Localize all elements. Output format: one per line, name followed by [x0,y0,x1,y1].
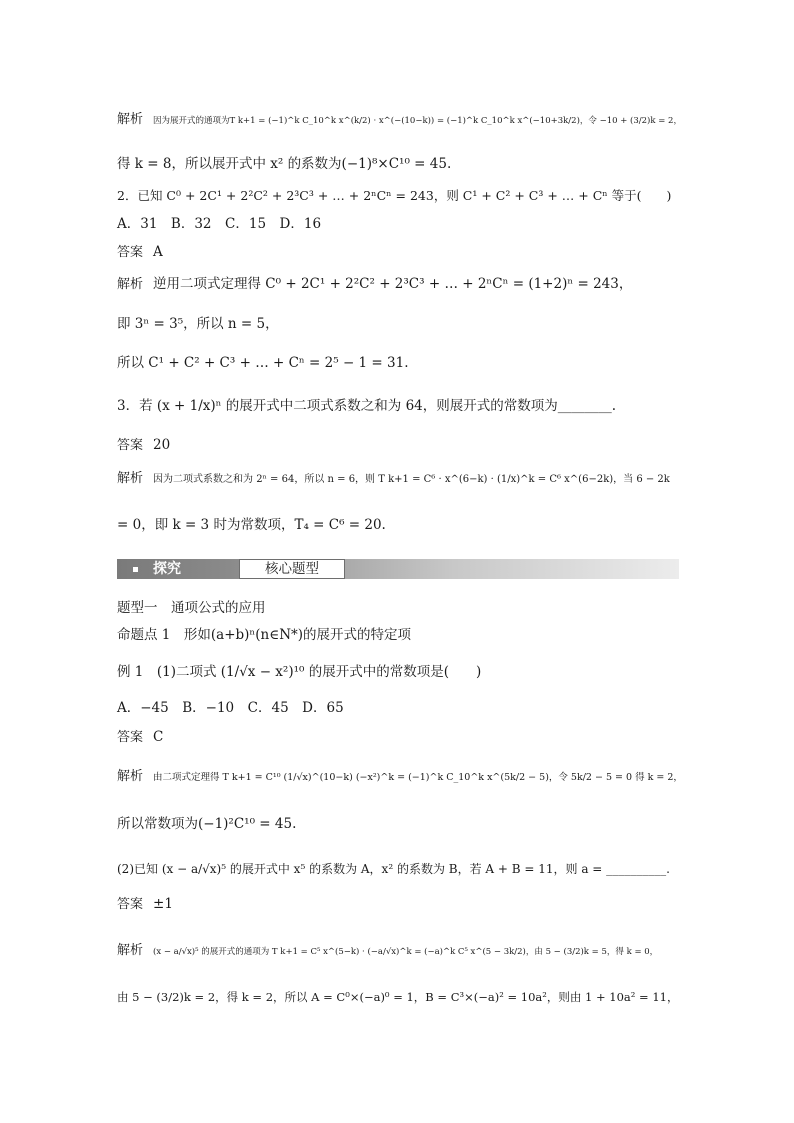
line-text: (2)已知 (x − a/√x)⁵ 的展开式中 x⁵ 的系数为 A，x² 的系数为 B，若 A + B = 11，则 a = __________. [117,862,670,876]
line-text: 得 k = 8，所以展开式中 x² 的系数为(−1)⁸×C¹⁰ = 45. [117,156,452,172]
line-text: 即 3ⁿ = 3⁵，所以 n = 5， [117,316,279,332]
line-text: A．31 B．32 C．15 D．16 [117,216,322,232]
answer-2 [117,243,687,262]
example-1-answer [117,728,687,747]
line-text: 例 1 (1)二项式 (1/√x − x²)¹⁰ 的展开式中的常数项是( ) [117,664,482,680]
topic-heading [117,599,687,617]
section-subtitle: 核心题型 [239,559,345,579]
line-label: 解析 [117,112,144,127]
line-text: A．−45 B．−10 C．45 D．65 [117,700,344,716]
line-text: = 0，即 k = 3 时为常数项，T₄ = C⁶ = 20. [117,517,386,533]
line-text: 因为二项式系数之和为 2ⁿ = 64，所以 n = 6，则 T k+1 = C⁶ · x^(6−k) · (1/x)^k = C⁶ x^(6−2k)，当 6 − 2k [153,474,670,485]
solution-line-2 [117,155,687,173]
line-text: 所以 C¹ + C² + C³ + … + Cⁿ = 2⁵ − 1 = 31. [117,355,409,371]
line-label: 答案 [117,438,144,453]
line-text: 由 5 − (3/2)k = 2，得 k = 2，所以 A = C⁰×(−a)⁰ = 1，B = C³×(−a)² = 10a²，则由 1 + 10a² = 11， [117,990,679,1004]
example-1-solution-2 [117,815,687,833]
line-text: A [153,244,163,260]
solution-3-line-2 [117,516,687,534]
section-header [117,559,679,579]
line-label: 解析 [117,943,144,958]
line-text: 2．已知 C⁰ + 2C¹ + 2²C² + 2³C³ + … + 2ⁿCⁿ = 243，则 C¹ + C² + C³ + … + Cⁿ 等于( ) [117,188,672,203]
solution-2-line-2 [117,315,687,333]
example-1-part-2-solution-2 [117,988,687,1006]
solution-2-line-3 [117,354,687,372]
line-text: 因为展开式的通项为T k+1 = (−1)^k C_10^k x^(k/2) · x^(−(10−k)) = (−1)^k C_10^k x^(−10+3k/2)，令 −10 + (3/2)k = 2， [153,116,682,126]
question-2 [117,187,687,205]
section-title: 探究 [153,561,181,577]
line-text: C [153,729,164,745]
line-label: 解析 [117,471,144,486]
line-text: 逆用二项式定理得 C⁰ + 2C¹ + 2²C² + 2³C³ + … + 2ⁿCⁿ = (1+2)ⁿ = 243， [153,276,633,292]
line-text: 题型一 通项公式的应用 [117,600,266,616]
line-text: 命题点 1 形如(a+b)ⁿ(n∈N*)的展开式的特定项 [117,627,412,643]
line-text: 所以常数项为(−1)²C¹⁰ = 45. [117,816,297,832]
line-text: 由二项式定理得 T k+1 = C¹⁰ (1/√x)^(10−k) (−x²)^k = (−1)^k C_10^k x^(5k/2 − 5)，令 5k/2 − 5 = 0 得 k = 2， [153,772,683,783]
solution-3-line-1 [117,470,687,489]
line-text: ±1 [153,896,173,912]
solution-line-1 [117,111,687,130]
line-text: (x − a/√x)⁵ 的展开式的通项为 T k+1 = C⁵ x^(5−k) · (−a/√x)^k = (−a)^k C⁵ x^(5 − 3k/2)，由 5 − (3/2)k = 5，得 k = 0， [153,947,659,957]
example-1-solution-1 [117,768,687,787]
line-text: 3．若 (x + 1/x)ⁿ 的展开式中二项式系数之和为 64，则展开式的常数项为________. [117,398,617,414]
example-1-part-1 [117,663,687,681]
example-1-part-2 [117,860,687,878]
example-1-options [117,699,687,717]
line-label: 答案 [117,245,144,260]
line-text: 20 [153,437,171,453]
line-label: 解析 [117,769,144,784]
solution-2-line-1 [117,275,687,294]
answer-3 [117,436,687,455]
proposition-point [117,626,687,644]
bullet-square-icon [133,567,138,572]
example-1-part-2-answer [117,895,687,914]
line-label: 答案 [117,897,144,912]
line-label: 答案 [117,730,144,745]
line-label: 解析 [117,277,144,292]
question-3 [117,397,687,415]
example-1-part-2-solution-1 [117,942,687,961]
question-2-options [117,215,687,233]
